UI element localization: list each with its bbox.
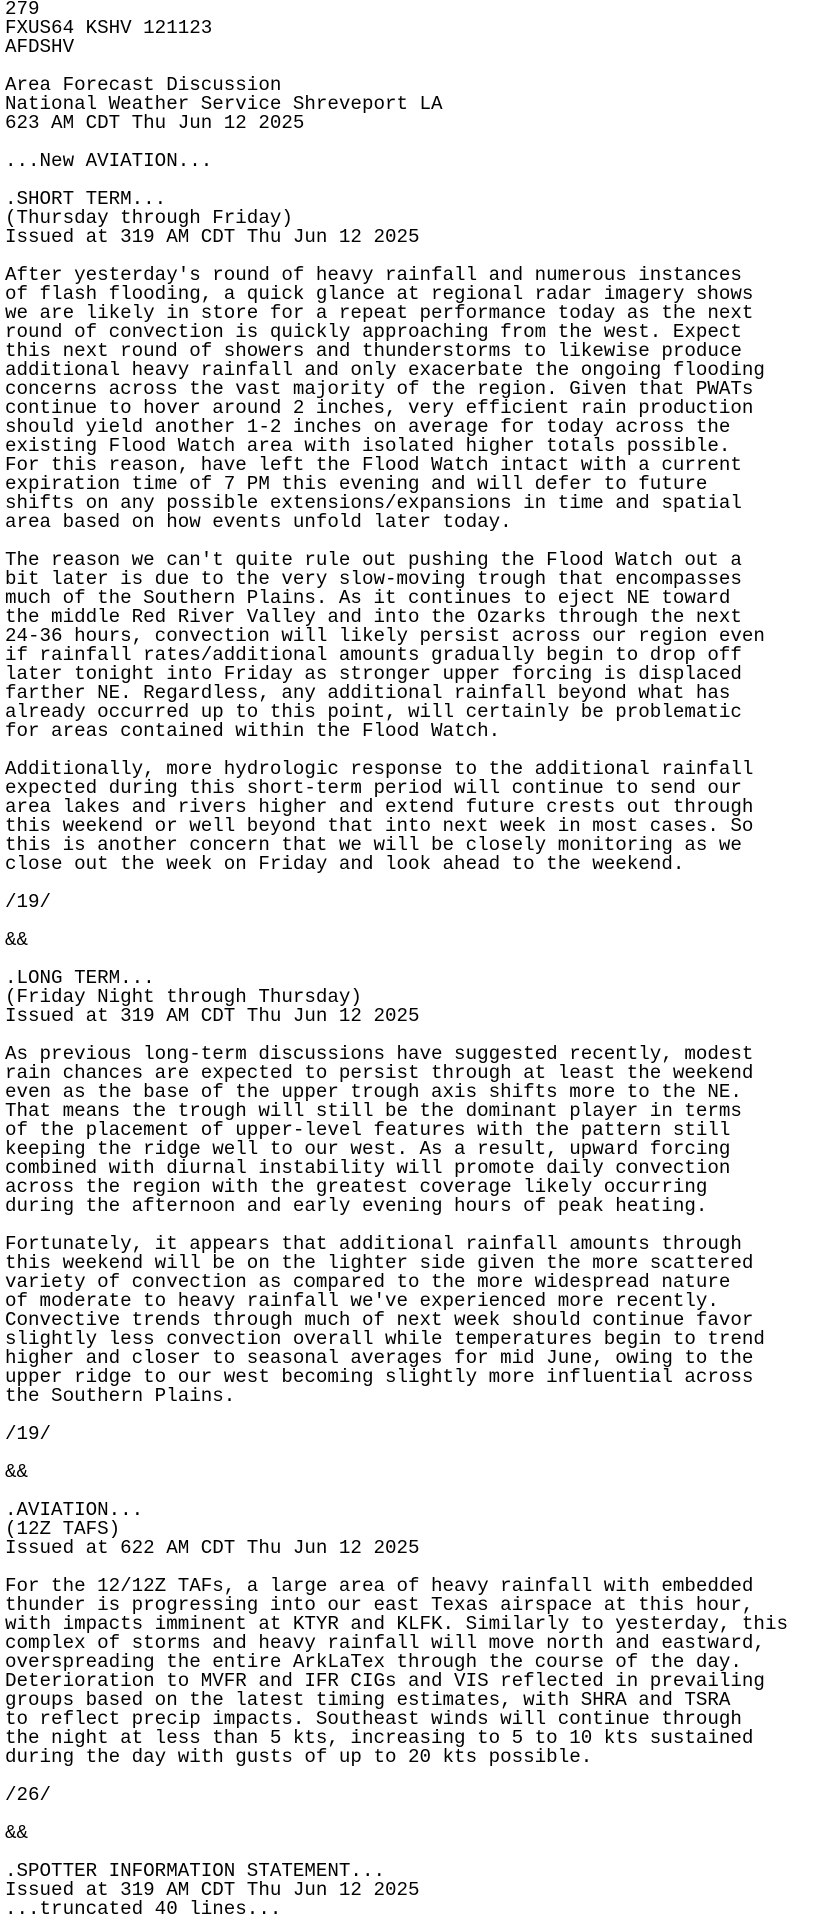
text-line: 279 xyxy=(5,0,40,20)
text-line: ...New AVIATION... xyxy=(5,150,213,172)
text-line: this weekend or well beyond that into next week in most cases. So xyxy=(5,815,754,837)
text-line: && xyxy=(5,929,29,951)
text-line: FXUS64 KSHV 121123 xyxy=(5,17,213,39)
text-line: For this reason, have left the Flood Watch intact with a current xyxy=(5,454,742,476)
text-line: For the 12/12Z TAFs, a large area of heavy rainfall with embedded xyxy=(5,1575,754,1597)
text-line: Issued at 319 AM CDT Thu Jun 12 2025 xyxy=(5,1879,420,1901)
text-line xyxy=(5,1406,825,1425)
text-line: of moderate to heavy rainfall we've experienced more recently. xyxy=(5,1290,719,1312)
text-line: overspreading the entire ArkLaTex through the course of the day. xyxy=(5,1651,742,1673)
text-line: across the region with the greatest coverage likely occurring xyxy=(5,1176,708,1198)
text-line: Issued at 319 AM CDT Thu Jun 12 2025 xyxy=(5,1005,420,1027)
text-line: variety of convection as compared to the more widespread nature xyxy=(5,1271,731,1293)
text-line: later tonight into Friday as stronger upper forcing is displaced xyxy=(5,663,742,685)
text-line: the night at less than 5 kts, increasing to 5 to 10 kts sustained xyxy=(5,1727,754,1749)
text-line: National Weather Service Shreveport LA xyxy=(5,93,443,115)
text-line: if rainfall rates/additional amounts gradually begin to drop off xyxy=(5,644,742,666)
text-line: rain chances are expected to persist through at least the weekend xyxy=(5,1062,754,1084)
text-line: Area Forecast Discussion xyxy=(5,74,282,96)
text-line: ...truncated 40 lines... xyxy=(5,1898,282,1920)
text-line: during the day with gusts of up to 20 kts possible. xyxy=(5,1746,593,1768)
text-line: during the afternoon and early evening hours of peak heating. xyxy=(5,1195,708,1217)
text-line: As previous long-term discussions have suggested recently, modest xyxy=(5,1043,754,1065)
text-line: 24-36 hours, convection will likely persist across our region even xyxy=(5,625,765,647)
text-line: Additionally, more hydrologic response to the additional rainfall xyxy=(5,758,754,780)
text-line: round of convection is quickly approaching from the west. Expect xyxy=(5,321,742,343)
text-line: continue to hover around 2 inches, very efficient rain production xyxy=(5,397,754,419)
text-line: && xyxy=(5,1461,29,1483)
text-line: keeping the ridge well to our west. As a result, upward forcing xyxy=(5,1138,731,1160)
text-line: area based on how events unfold later today. xyxy=(5,511,512,533)
text-line: thunder is progressing into our east Texas airspace at this hour, xyxy=(5,1594,754,1616)
text-line: slightly less convection overall while temperatures begin to trend xyxy=(5,1328,765,1350)
text-line: AFDSHV xyxy=(5,36,75,58)
text-line: this is another concern that we will be closely monitoring as we xyxy=(5,834,742,856)
text-line: That means the trough will still be the dominant player in terms xyxy=(5,1100,742,1122)
text-line xyxy=(5,1767,825,1786)
text-line: shifts on any possible extensions/expansions in time and spatial xyxy=(5,492,742,514)
text-line: groups based on the latest timing estimates, with SHRA and TSRA xyxy=(5,1689,731,1711)
text-line: .SHORT TERM... xyxy=(5,188,167,210)
text-line: of the placement of upper-level features with the pattern still xyxy=(5,1119,731,1141)
text-line: area lakes and rivers higher and extend future crests out through xyxy=(5,796,754,818)
text-line: expiration time of 7 PM this evening and will defer to future xyxy=(5,473,708,495)
text-line: /19/ xyxy=(5,891,52,913)
text-line: much of the Southern Plains. As it continues to eject NE toward xyxy=(5,587,731,609)
text-line: should yield another 1-2 inches on average for today across the xyxy=(5,416,731,438)
text-line: to reflect precip impacts. Southeast winds will continue through xyxy=(5,1708,742,1730)
text-line: higher and closer to seasonal averages for mid June, owing to the xyxy=(5,1347,754,1369)
text-line: even as the base of the upper trough axis shifts more to the NE. xyxy=(5,1081,742,1103)
text-line: the Southern Plains. xyxy=(5,1385,236,1407)
text-line: After yesterday's round of heavy rainfall and numerous instances xyxy=(5,264,742,286)
text-line: .LONG TERM... xyxy=(5,967,155,989)
text-line: .SPOTTER INFORMATION STATEMENT... xyxy=(5,1860,385,1882)
text-line: this weekend will be on the lighter side given the more scattered xyxy=(5,1252,754,1274)
text-line: The reason we can't quite rule out pushing the Flood Watch out a xyxy=(5,549,742,571)
text-line: existing Flood Watch area with isolated higher totals possible. xyxy=(5,435,731,457)
text-line: additional heavy rainfall and only exacerbate the ongoing flooding xyxy=(5,359,765,381)
text-line: concerns across the vast majority of the region. Given that PWATs xyxy=(5,378,754,400)
text-line: Issued at 319 AM CDT Thu Jun 12 2025 xyxy=(5,226,420,248)
text-line: (12Z TAFS) xyxy=(5,1518,121,1540)
text-line: && xyxy=(5,1822,29,1844)
text-line: bit later is due to the very slow-moving trough that encompasses xyxy=(5,568,742,590)
text-line: we are likely in store for a repeat performance today as the next xyxy=(5,302,754,324)
text-line: 623 AM CDT Thu Jun 12 2025 xyxy=(5,112,305,134)
text-line: already occurred up to this point, will certainly be problematic xyxy=(5,701,742,723)
text-line xyxy=(5,912,825,931)
text-line: combined with diurnal instability will promote daily convection xyxy=(5,1157,731,1179)
text-line: Fortunately, it appears that additional rainfall amounts through xyxy=(5,1233,742,1255)
text-line: Convective trends through much of next week should continue favor xyxy=(5,1309,754,1331)
text-line: .AVIATION... xyxy=(5,1499,144,1521)
text-line: Issued at 622 AM CDT Thu Jun 12 2025 xyxy=(5,1537,420,1559)
text-line xyxy=(5,1805,825,1824)
text-line: farther NE. Regardless, any additional rainfall beyond what has xyxy=(5,682,731,704)
text-line: for areas contained within the Flood Watch. xyxy=(5,720,501,742)
text-line xyxy=(5,1444,825,1463)
text-line: expected during this short-term period will continue to send our xyxy=(5,777,742,799)
text-line: /26/ xyxy=(5,1784,52,1806)
text-line: of flash flooding, a quick glance at regional radar imagery shows xyxy=(5,283,754,305)
text-line: close out the week on Friday and look ahead to the weekend. xyxy=(5,853,685,875)
text-line: the middle Red River Valley and into the Ozarks through the next xyxy=(5,606,742,628)
text-line: /19/ xyxy=(5,1423,52,1445)
text-line: this next round of showers and thunderstorms to likewise produce xyxy=(5,340,742,362)
text-line: (Thursday through Friday) xyxy=(5,207,293,229)
text-line: complex of storms and heavy rainfall will move north and eastward, xyxy=(5,1632,765,1654)
text-line xyxy=(5,874,825,893)
text-line: (Friday Night through Thursday) xyxy=(5,986,362,1008)
text-line: with impacts imminent at KTYR and KLFK. Similarly to yesterday, this xyxy=(5,1613,788,1635)
text-line: Deterioration to MVFR and IFR CIGs and VIS reflected in prevailing xyxy=(5,1670,765,1692)
text-line: upper ridge to our west becoming slightly more influential across xyxy=(5,1366,754,1388)
